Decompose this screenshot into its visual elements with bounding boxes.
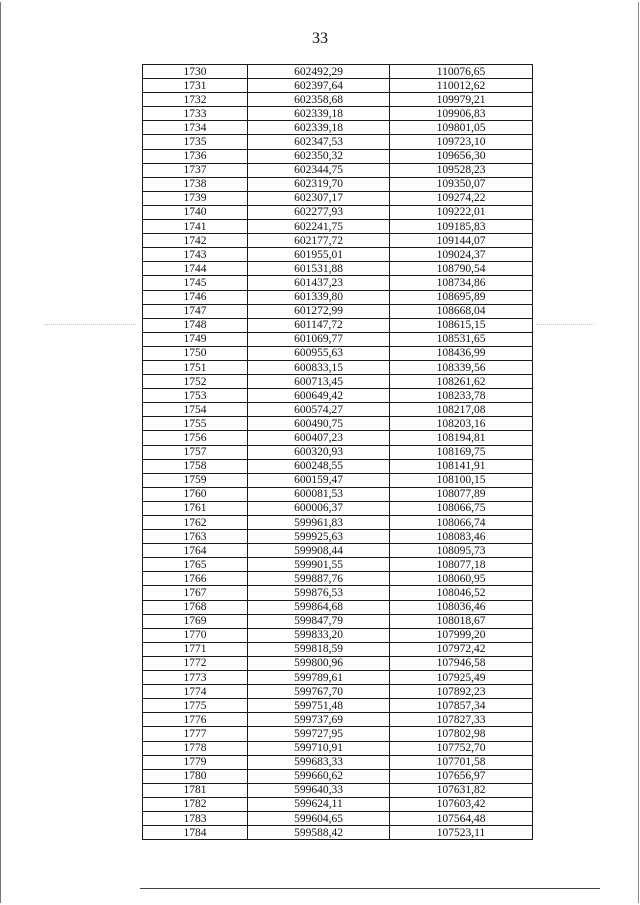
x-coordinate-cell: 599640,33 (248, 783, 390, 797)
page-number: 33 (312, 30, 328, 47)
point-number-cell: 1730 (143, 65, 248, 79)
x-coordinate-cell: 601069,77 (248, 332, 390, 346)
x-coordinate-cell: 600248,55 (248, 459, 390, 473)
scan-noise-left (44, 324, 136, 327)
table-row (143, 501, 533, 515)
y-coordinate-cell: 109801,05 (390, 121, 533, 135)
table-row (143, 417, 533, 431)
x-coordinate-cell: 602307,17 (248, 191, 390, 205)
y-coordinate-cell: 109528,23 (390, 163, 533, 177)
table-row (143, 375, 533, 389)
y-coordinate-cell: 107999,20 (390, 628, 533, 642)
y-coordinate-cell: 108018,67 (390, 614, 533, 628)
x-coordinate-cell: 602397,64 (248, 79, 390, 93)
x-coordinate-cell: 599727,95 (248, 727, 390, 741)
table-row (143, 797, 533, 811)
x-coordinate-cell: 602347,53 (248, 135, 390, 149)
table-row (143, 389, 533, 403)
x-coordinate-cell: 600649,42 (248, 389, 390, 403)
table-row (143, 699, 533, 713)
table-row (143, 205, 533, 219)
point-number-cell: 1732 (143, 93, 248, 107)
point-number-cell: 1745 (143, 276, 248, 290)
x-coordinate-cell: 600490,75 (248, 417, 390, 431)
x-coordinate-cell: 600833,15 (248, 360, 390, 374)
table-row (143, 262, 533, 276)
table-row (143, 403, 533, 417)
table-row (143, 769, 533, 783)
table-row (143, 431, 533, 445)
point-number-cell: 1774 (143, 685, 248, 699)
table-row (143, 656, 533, 670)
x-coordinate-cell: 601955,01 (248, 248, 390, 262)
x-coordinate-cell: 602339,18 (248, 121, 390, 135)
point-number-cell: 1771 (143, 642, 248, 656)
table-row (143, 826, 533, 840)
point-number-cell: 1759 (143, 473, 248, 487)
table-row (143, 79, 533, 93)
point-number-cell: 1776 (143, 713, 248, 727)
point-number-cell: 1750 (143, 346, 248, 360)
table-row (143, 318, 533, 332)
y-coordinate-cell: 108077,89 (390, 487, 533, 501)
x-coordinate-cell: 601272,99 (248, 304, 390, 318)
point-number-cell: 1752 (143, 375, 248, 389)
point-number-cell: 1757 (143, 445, 248, 459)
point-number-cell: 1741 (143, 220, 248, 234)
table-row (143, 572, 533, 586)
point-number-cell: 1758 (143, 459, 248, 473)
point-number-cell: 1767 (143, 586, 248, 600)
point-number-cell: 1755 (143, 417, 248, 431)
table-row (143, 304, 533, 318)
x-coordinate-cell: 599624,11 (248, 797, 390, 811)
x-coordinate-cell: 601531,88 (248, 262, 390, 276)
table-row (143, 360, 533, 374)
table-row (143, 290, 533, 304)
y-coordinate-cell: 109723,10 (390, 135, 533, 149)
x-coordinate-cell: 600955,63 (248, 346, 390, 360)
table-row (143, 332, 533, 346)
y-coordinate-cell: 108036,46 (390, 600, 533, 614)
point-number-cell: 1746 (143, 290, 248, 304)
y-coordinate-cell: 108790,54 (390, 262, 533, 276)
x-coordinate-cell: 599887,76 (248, 572, 390, 586)
x-coordinate-cell: 600159,47 (248, 473, 390, 487)
y-coordinate-cell: 107802,98 (390, 727, 533, 741)
point-number-cell: 1754 (143, 403, 248, 417)
x-coordinate-cell: 599818,59 (248, 642, 390, 656)
x-coordinate-cell: 601339,80 (248, 290, 390, 304)
y-coordinate-cell: 107701,58 (390, 755, 533, 769)
y-coordinate-cell: 109656,30 (390, 149, 533, 163)
table-row (143, 614, 533, 628)
scan-edge-right (638, 2, 639, 903)
x-coordinate-cell: 599683,33 (248, 755, 390, 769)
table-row (143, 544, 533, 558)
table-row (143, 149, 533, 163)
y-coordinate-cell: 108066,74 (390, 516, 533, 530)
x-coordinate-cell: 601147,72 (248, 318, 390, 332)
point-number-cell: 1762 (143, 516, 248, 530)
y-coordinate-cell: 108095,73 (390, 544, 533, 558)
point-number-cell: 1764 (143, 544, 248, 558)
y-coordinate-cell: 107925,49 (390, 671, 533, 685)
table-row (143, 473, 533, 487)
y-coordinate-cell: 108531,65 (390, 332, 533, 346)
point-number-cell: 1747 (143, 304, 248, 318)
y-coordinate-cell: 108436,99 (390, 346, 533, 360)
y-coordinate-cell: 107857,34 (390, 699, 533, 713)
point-number-cell: 1753 (143, 389, 248, 403)
table-row (143, 65, 533, 79)
point-number-cell: 1778 (143, 741, 248, 755)
x-coordinate-cell: 602492,29 (248, 65, 390, 79)
y-coordinate-cell: 107656,97 (390, 769, 533, 783)
y-coordinate-cell: 109222,01 (390, 205, 533, 219)
x-coordinate-cell: 599901,55 (248, 558, 390, 572)
y-coordinate-cell: 107892,23 (390, 685, 533, 699)
table-row (143, 487, 533, 501)
y-coordinate-cell: 107631,82 (390, 783, 533, 797)
point-number-cell: 1731 (143, 79, 248, 93)
table-row (143, 177, 533, 191)
y-coordinate-cell: 109906,83 (390, 107, 533, 121)
table-row (143, 346, 533, 360)
table-row (143, 685, 533, 699)
point-number-cell: 1783 (143, 811, 248, 825)
table-row (143, 459, 533, 473)
point-number-cell: 1768 (143, 600, 248, 614)
table-row (143, 93, 533, 107)
x-coordinate-cell: 599604,65 (248, 811, 390, 825)
x-coordinate-cell: 600407,23 (248, 431, 390, 445)
table-row (143, 248, 533, 262)
y-coordinate-cell: 107752,70 (390, 741, 533, 755)
x-coordinate-cell: 601437,23 (248, 276, 390, 290)
point-number-cell: 1735 (143, 135, 248, 149)
point-number-cell: 1775 (143, 699, 248, 713)
point-number-cell: 1733 (143, 107, 248, 121)
y-coordinate-cell: 108141,91 (390, 459, 533, 473)
point-number-cell: 1765 (143, 558, 248, 572)
scan-noise-right (536, 324, 594, 327)
y-coordinate-cell: 108217,08 (390, 403, 533, 417)
point-number-cell: 1781 (143, 783, 248, 797)
y-coordinate-cell: 108615,15 (390, 318, 533, 332)
point-number-cell: 1777 (143, 727, 248, 741)
table-row (143, 530, 533, 544)
x-coordinate-cell: 599876,53 (248, 586, 390, 600)
point-number-cell: 1739 (143, 191, 248, 205)
point-number-cell: 1773 (143, 671, 248, 685)
y-coordinate-cell: 107972,42 (390, 642, 533, 656)
y-coordinate-cell: 108060,95 (390, 572, 533, 586)
point-number-cell: 1770 (143, 628, 248, 642)
y-coordinate-cell: 107523,11 (390, 826, 533, 840)
y-coordinate-cell: 109185,83 (390, 220, 533, 234)
coordinates-table (142, 64, 533, 840)
y-coordinate-cell: 108169,75 (390, 445, 533, 459)
y-coordinate-cell: 108668,04 (390, 304, 533, 318)
x-coordinate-cell: 599833,20 (248, 628, 390, 642)
x-coordinate-cell: 602277,93 (248, 205, 390, 219)
table-row (143, 121, 533, 135)
table-row (143, 628, 533, 642)
y-coordinate-cell: 109024,37 (390, 248, 533, 262)
point-number-cell: 1780 (143, 769, 248, 783)
table-row (143, 811, 533, 825)
point-number-cell: 1743 (143, 248, 248, 262)
table-row (143, 276, 533, 290)
x-coordinate-cell: 602339,18 (248, 107, 390, 121)
x-coordinate-cell: 599660,62 (248, 769, 390, 783)
y-coordinate-cell: 109979,21 (390, 93, 533, 107)
point-number-cell: 1740 (143, 205, 248, 219)
table-row (143, 642, 533, 656)
y-coordinate-cell: 108695,89 (390, 290, 533, 304)
x-coordinate-cell: 602358,68 (248, 93, 390, 107)
point-number-cell: 1766 (143, 572, 248, 586)
x-coordinate-cell: 600713,45 (248, 375, 390, 389)
table-row (143, 191, 533, 205)
x-coordinate-cell: 602344,75 (248, 163, 390, 177)
x-coordinate-cell: 599737,69 (248, 713, 390, 727)
y-coordinate-cell: 108077,18 (390, 558, 533, 572)
table-row (143, 234, 533, 248)
y-coordinate-cell: 108233,78 (390, 389, 533, 403)
table-row (143, 783, 533, 797)
table-row (143, 135, 533, 149)
point-number-cell: 1751 (143, 360, 248, 374)
y-coordinate-cell: 108339,56 (390, 360, 533, 374)
y-coordinate-cell: 108100,15 (390, 473, 533, 487)
table-row (143, 107, 533, 121)
scan-edge-left (0, 2, 1, 903)
point-number-cell: 1784 (143, 826, 248, 840)
table-row (143, 516, 533, 530)
point-number-cell: 1756 (143, 431, 248, 445)
point-number-cell: 1763 (143, 530, 248, 544)
table-row (143, 445, 533, 459)
x-coordinate-cell: 602350,32 (248, 149, 390, 163)
table-row (143, 671, 533, 685)
point-number-cell: 1742 (143, 234, 248, 248)
y-coordinate-cell: 108046,52 (390, 586, 533, 600)
x-coordinate-cell: 599800,96 (248, 656, 390, 670)
point-number-cell: 1769 (143, 614, 248, 628)
x-coordinate-cell: 599961,83 (248, 516, 390, 530)
point-number-cell: 1761 (143, 501, 248, 515)
table-row (143, 727, 533, 741)
y-coordinate-cell: 108203,16 (390, 417, 533, 431)
x-coordinate-cell: 599847,79 (248, 614, 390, 628)
table-row (143, 741, 533, 755)
coordinates-table-body (143, 65, 533, 840)
x-coordinate-cell: 600081,53 (248, 487, 390, 501)
x-coordinate-cell: 599588,42 (248, 826, 390, 840)
table-row (143, 220, 533, 234)
x-coordinate-cell: 599767,70 (248, 685, 390, 699)
x-coordinate-cell: 600574,27 (248, 403, 390, 417)
point-number-cell: 1738 (143, 177, 248, 191)
y-coordinate-cell: 108194,81 (390, 431, 533, 445)
y-coordinate-cell: 108066,75 (390, 501, 533, 515)
point-number-cell: 1744 (143, 262, 248, 276)
x-coordinate-cell: 602319,70 (248, 177, 390, 191)
x-coordinate-cell: 602241,75 (248, 220, 390, 234)
table-row (143, 755, 533, 769)
x-coordinate-cell: 599710,91 (248, 741, 390, 755)
x-coordinate-cell: 602177,72 (248, 234, 390, 248)
x-coordinate-cell: 600320,93 (248, 445, 390, 459)
point-number-cell: 1736 (143, 149, 248, 163)
y-coordinate-cell: 110012,62 (390, 79, 533, 93)
point-number-cell: 1734 (143, 121, 248, 135)
x-coordinate-cell: 599925,63 (248, 530, 390, 544)
y-coordinate-cell: 109350,07 (390, 177, 533, 191)
y-coordinate-cell: 108734,86 (390, 276, 533, 290)
point-number-cell: 1749 (143, 332, 248, 346)
point-number-cell: 1737 (143, 163, 248, 177)
y-coordinate-cell: 108083,46 (390, 530, 533, 544)
y-coordinate-cell: 107603,42 (390, 797, 533, 811)
x-coordinate-cell: 599789,61 (248, 671, 390, 685)
point-number-cell: 1782 (143, 797, 248, 811)
y-coordinate-cell: 107946,58 (390, 656, 533, 670)
table-row (143, 713, 533, 727)
y-coordinate-cell: 109144,07 (390, 234, 533, 248)
y-coordinate-cell: 108261,62 (390, 375, 533, 389)
y-coordinate-cell: 107827,33 (390, 713, 533, 727)
x-coordinate-cell: 600006,37 (248, 501, 390, 515)
table-row (143, 558, 533, 572)
x-coordinate-cell: 599864,68 (248, 600, 390, 614)
x-coordinate-cell: 599908,44 (248, 544, 390, 558)
table-row (143, 586, 533, 600)
table-row (143, 600, 533, 614)
point-number-cell: 1772 (143, 656, 248, 670)
y-coordinate-cell: 109274,22 (390, 191, 533, 205)
y-coordinate-cell: 110076,65 (390, 65, 533, 79)
point-number-cell: 1748 (143, 318, 248, 332)
table-row (143, 163, 533, 177)
x-coordinate-cell: 599751,48 (248, 699, 390, 713)
point-number-cell: 1779 (143, 755, 248, 769)
y-coordinate-cell: 107564,48 (390, 811, 533, 825)
point-number-cell: 1760 (143, 487, 248, 501)
bottom-rule (140, 888, 600, 889)
